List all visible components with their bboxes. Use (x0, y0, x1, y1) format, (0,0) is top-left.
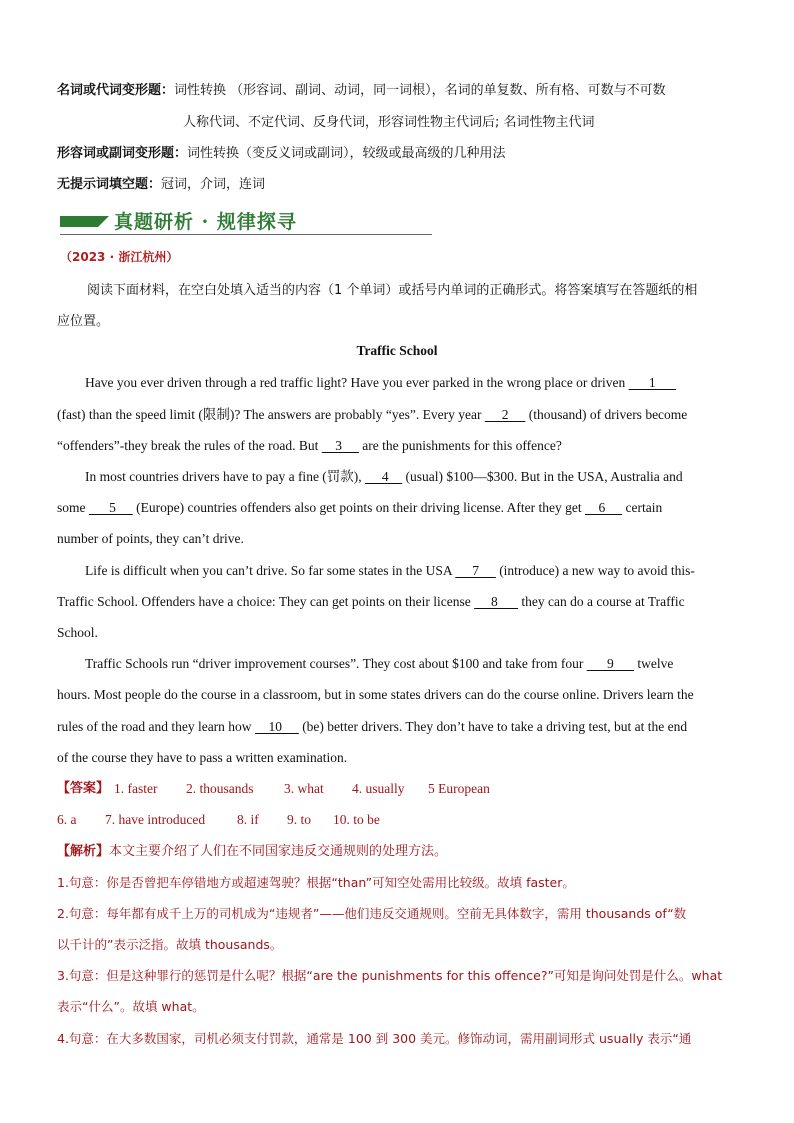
analysis-1: 1.句意：你是否曾把车停错地方或超速驾驶？根据“than”可知空处需用比较级。故填 faster。 (57, 875, 575, 890)
answer-line-1 (57, 780, 747, 798)
passage-text: In most countries drivers have to pay a fine (罚款), (85, 469, 366, 484)
passage-text: Traffic School. Offenders have a choice: They can get points on their license (57, 594, 475, 609)
passage-text: rules of the road and they learn how (57, 719, 255, 734)
source-label: （2023 · 浙江杭州） (60, 250, 179, 264)
passage-text: (Europe) countries offenders also get points on their driving license. After they get (132, 500, 585, 515)
instructions-line-1: 阅读下面材料，在空白处填入适当的内容（1 个单词）或括号内单词的正确形式。将答案填写在答题纸的相 (87, 283, 698, 298)
instructions-line-2: 应位置。 (57, 314, 110, 329)
banner-rule (60, 234, 432, 235)
no-hint-label: 无提示词填空题： (57, 177, 162, 192)
passage-text: certain (622, 500, 663, 515)
passage-line-9: School. (57, 625, 98, 640)
passage-line-4 (85, 468, 775, 486)
analysis-3b: 表示“什么”。故填 what。 (57, 999, 205, 1014)
passage-text: (usual) $100—$300. But in the USA, Australia and (402, 469, 683, 484)
blank-5: 5 (88, 500, 133, 515)
blank-7: 7 (455, 563, 496, 578)
noun-pronoun-text-2: 人称代词、不定代词、反身代词，形容词性物主代词后; 名词性物主代词 (183, 115, 595, 130)
noun-pronoun-text: 词性转换 （形容词、副词、动词，同一词根），名词的单复数、所有格、可数与不可数 (174, 83, 666, 98)
answer-label: 【答案】 (57, 781, 110, 796)
answer-item: 3. what (284, 781, 324, 796)
passage-text: they can do a course at Traffic (518, 594, 685, 609)
blank-10: 10 (254, 719, 299, 734)
passage-line-5 (57, 499, 747, 517)
passage-text: Life is difficult when you can’t drive. So far some states in the USA (85, 563, 456, 578)
banner-bar-icon (60, 216, 98, 227)
answer-item: 1. faster (114, 781, 158, 796)
analysis-label: 【解析】 (57, 844, 110, 859)
passage-text: Traffic Schools run “driver improvement courses”. They cost about $100 and take from four (85, 656, 587, 671)
passage-text: Have you ever driven through a red traffic light? Have you ever parked in the wrong place or driven (85, 375, 629, 390)
analysis-header (57, 843, 747, 861)
blank-8: 8 (474, 594, 519, 609)
answer-item: 6. a (57, 812, 77, 827)
answer-item: 10. to be (333, 812, 380, 827)
passage-text: (thousand) of drivers become (525, 407, 688, 422)
passage-line-12 (57, 718, 747, 736)
passage-line-11: hours. Most people do the course in a classroom, but in some states drivers can do the course online. Drivers learn the (57, 687, 694, 702)
noun-pronoun-type-line (57, 82, 747, 100)
blank-9: 9 (586, 656, 635, 671)
passage-title: Traffic School (356, 343, 438, 358)
noun-pronoun-label: 名词或代词变形题： (57, 83, 175, 98)
passage-line-2 (57, 406, 747, 424)
analysis-2a: 2.句意：每年都有成千上万的司机成为“违规者”——他们违反交通规则。空前无具体数字，需用 thousands of“数 (57, 906, 687, 921)
passage-text: twelve (634, 656, 674, 671)
passage-line-6: number of points, they can’t drive. (57, 531, 244, 546)
analysis-4: 4.句意：在大多数国家，司机必须支付罚款，通常是 100 到 300 美元。修饰动词，需用副词形式 usually 表示“通 (57, 1031, 692, 1046)
answer-item: 7. have introduced (105, 812, 206, 827)
passage-line-1 (85, 374, 775, 392)
adj-adv-text: 词性转换（变反义词或副词），较级或最高级的几种用法 (187, 146, 506, 161)
adj-adv-label: 形容词或副词变形题： (57, 146, 188, 161)
passage-text: (introduce) a new way to avoid this- (495, 563, 695, 578)
answer-item: 5 European (428, 781, 490, 796)
passage-text: are the punishments for this offence? (358, 438, 562, 453)
section-banner (60, 205, 432, 235)
passage-line-13: of the course they have to pass a written examination. (57, 750, 348, 765)
adj-adv-type-line (57, 145, 747, 163)
blank-2: 2 (484, 407, 526, 422)
answer-item: 2. thousands (186, 781, 254, 796)
noun-pronoun-type-line-2 (183, 114, 743, 132)
answer-item: 8. if (237, 812, 259, 827)
blank-1: 1 (628, 375, 676, 390)
banner-arrow-icon (98, 216, 109, 227)
passage-line-8 (57, 593, 747, 611)
passage-text: (be) better drivers. They don’t have to take a driving test, but at the end (298, 719, 688, 734)
blank-4: 4 (365, 469, 403, 484)
passage-text: some (57, 500, 89, 515)
passage-line-3 (57, 437, 747, 455)
passage-line-10 (85, 655, 775, 673)
blank-3: 3 (321, 438, 359, 453)
passage-text: (fast) than the speed limit (限制)? The answers are probably “yes”. Every year (57, 407, 485, 422)
passage-text: “offenders”-they break the rules of the road. But (57, 438, 322, 453)
analysis-2b: 以千计的”表示泛指。故填 thousands。 (57, 937, 283, 952)
blank-6: 6 (585, 500, 623, 515)
analysis-summary: 本文主要介绍了人们在不同国家违反交通规则的处理方法。 (109, 844, 448, 859)
answer-item: 9. to (287, 812, 312, 827)
banner-title: 真题研析 · 规律探寻 (114, 211, 297, 233)
no-hint-text: 冠词，介词，连词 (161, 177, 266, 192)
no-hint-type-line (57, 176, 747, 194)
analysis-3a: 3.句意：但是这种罪行的惩罚是什么呢？根据“are the punishments for this offence?”可知是询问处罚是什么。what (57, 968, 723, 983)
answer-item: 4. usually (352, 781, 405, 796)
passage-line-7 (85, 562, 775, 580)
